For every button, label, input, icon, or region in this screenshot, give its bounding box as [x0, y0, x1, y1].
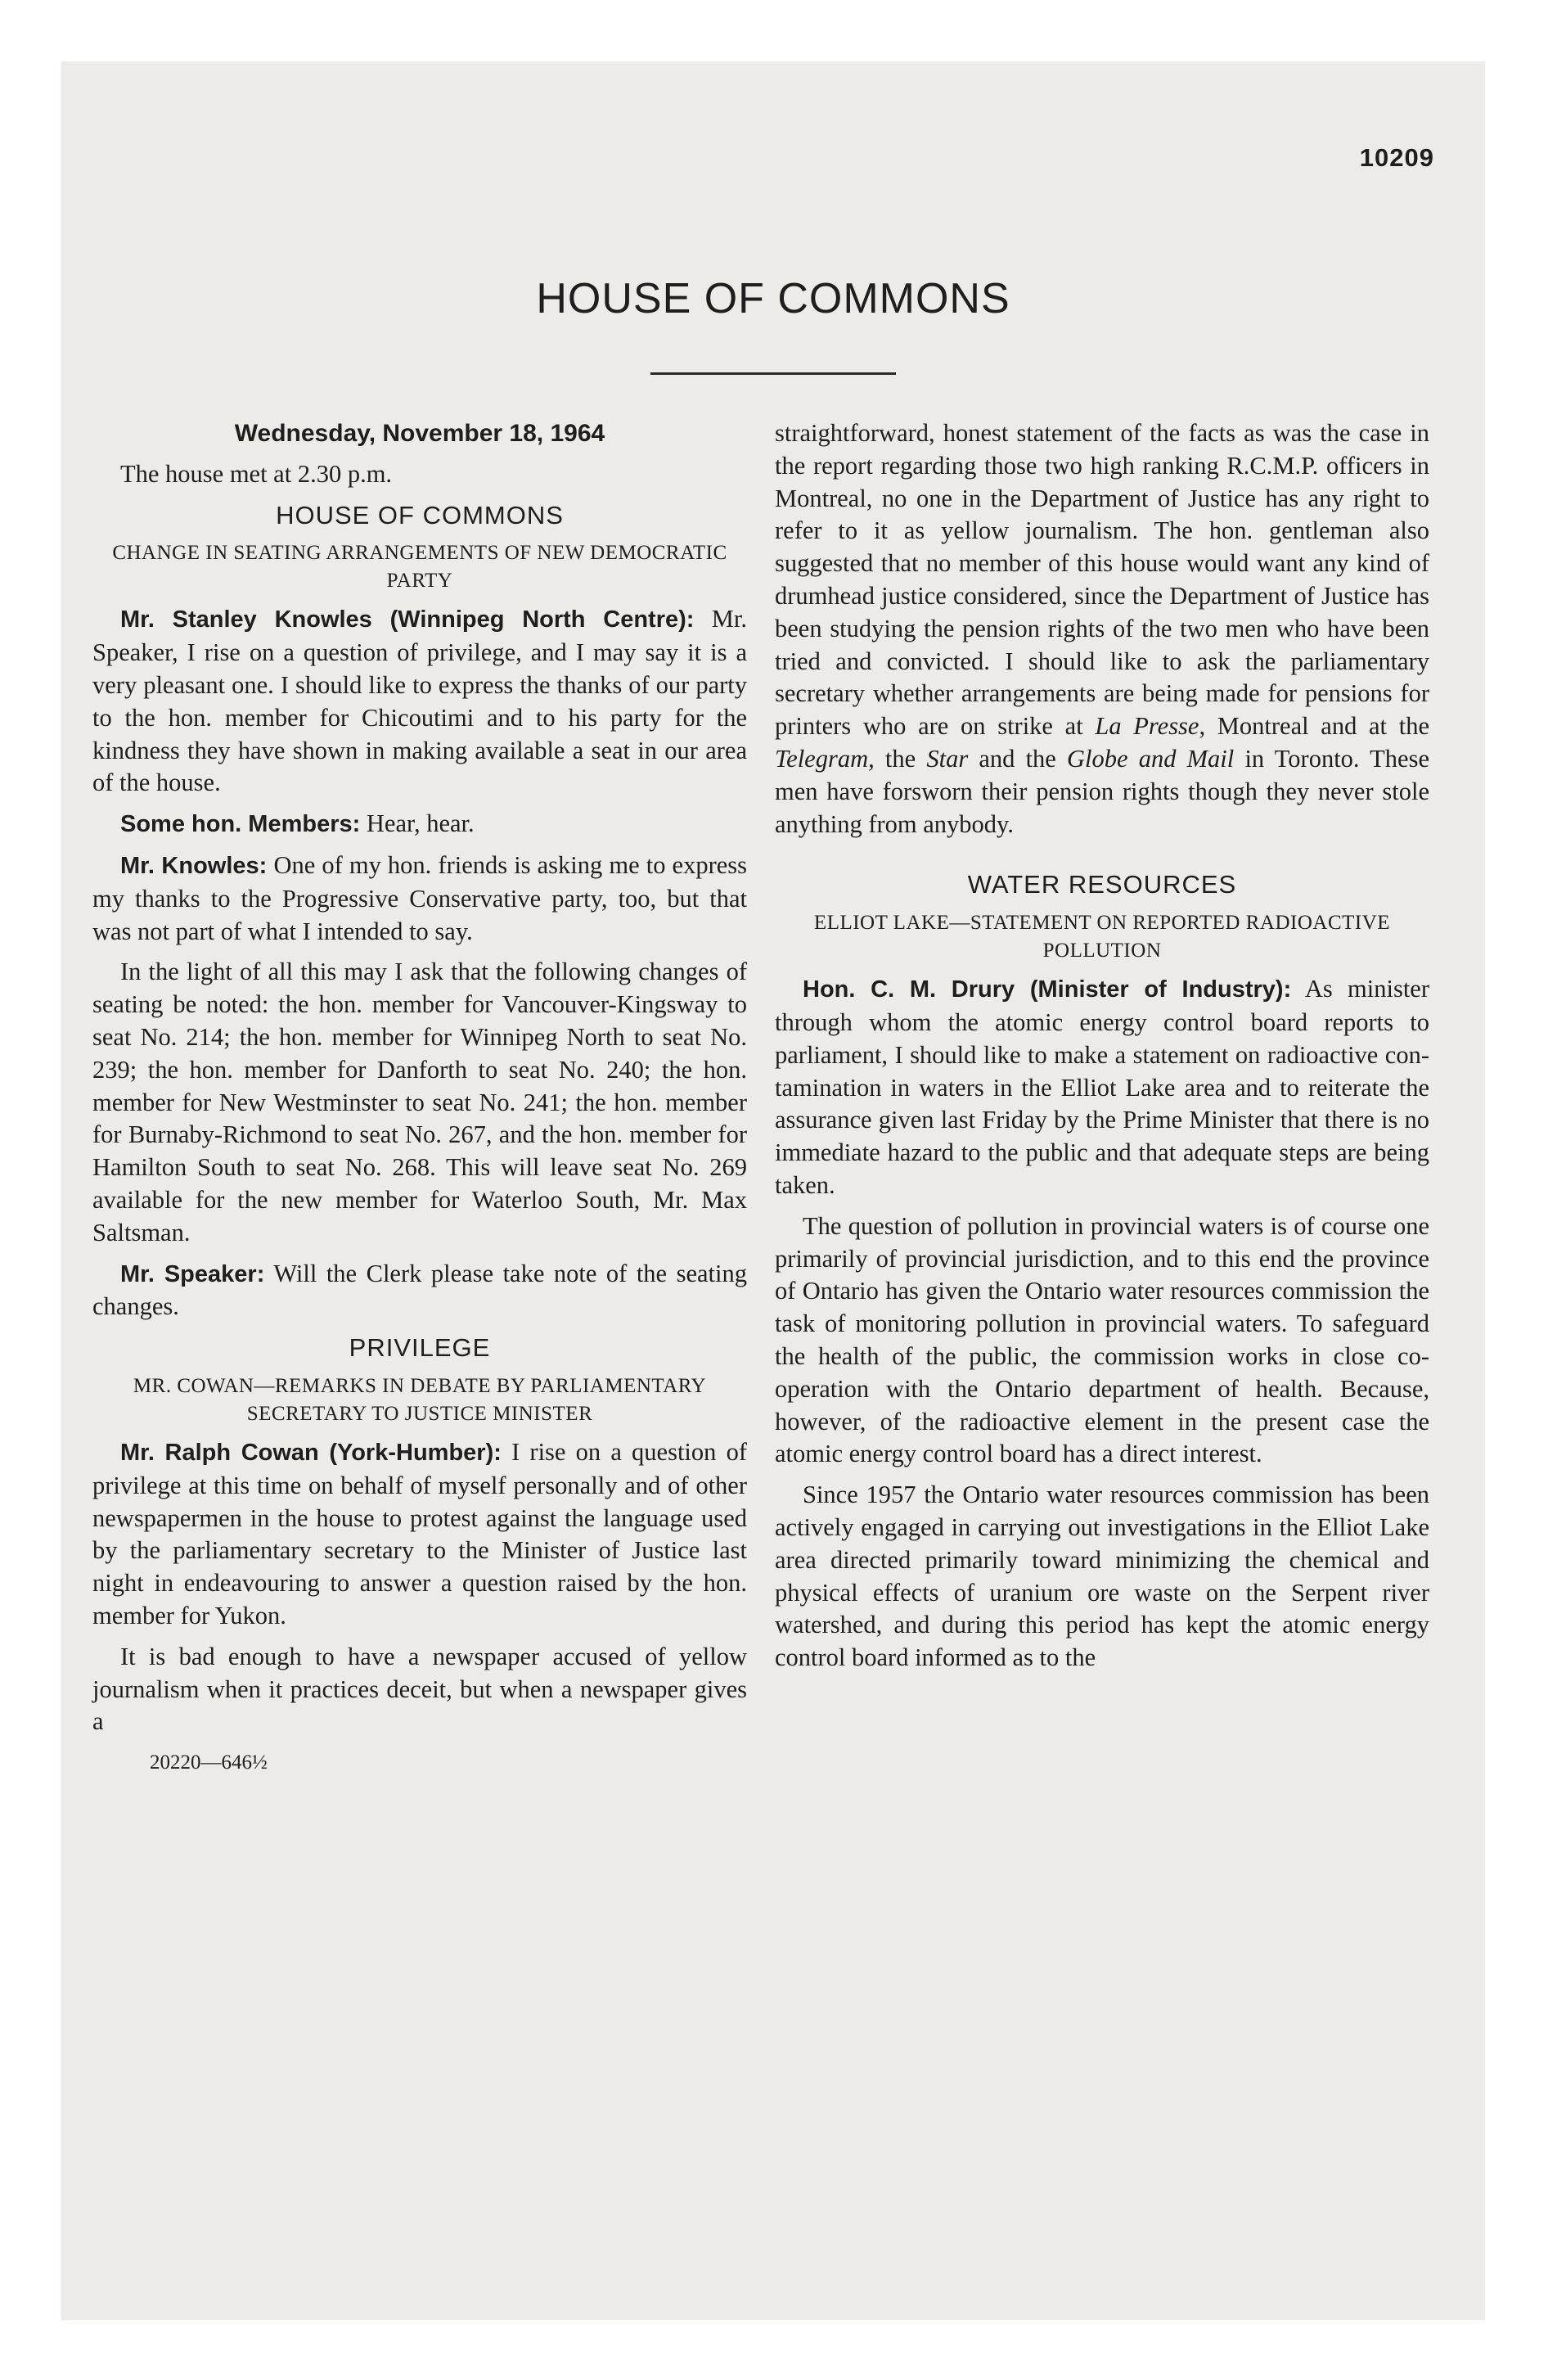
speech-cowan-2: It is bad enough to have a newspaper accused of yellow journalism when it practices deceit, but when a newspaper gives a: [92, 1642, 747, 1736]
water-subheading: ELLIOT LAKE—STATEMENT ON REPORTED RADIOACTIVE POLLUTION: [813, 912, 1391, 962]
newspaper-name: La Presse,: [1095, 712, 1206, 741]
speech-members: [92, 808, 747, 841]
speech-text: straightforward, honest statement of the facts as was the case in the report regarding those two high ranking R.C.M.P. officers in Montreal, no one in the Department of Justice has any right to refer to it as yellow journalism. The hon. gentleman also suggested that no member of this house would want any kind of drumhead justice considered, since the Department of Justice has been studying the pension rights of the two men who have been tried and convicted. I should like to ask the parliamentary secretary whether arrangements are being made for pensions for printers who are on strike at: [775, 419, 1429, 741]
masthead-title: HOUSE OF COMMONS: [536, 275, 1010, 322]
page-sheet: [61, 61, 1485, 2320]
speech-text: Montreal and at the: [1205, 712, 1429, 741]
speech-knowles: [92, 603, 747, 800]
speech-text: and the: [968, 744, 1068, 773]
page-number: 10209: [1359, 143, 1434, 172]
speech-text: in Toronto. These men have forsworn their pension rights though they never stole anything from anybody.: [775, 744, 1429, 838]
speech-text: I rise on a question of privilege at this time on behalf of myself personally and of other newspapermen in the house to protest against the language used by the parliamentary secretary to the Minister of Justice last night in endeavouring to answer a question raised by the hon. member for Yukon.: [92, 1437, 747, 1629]
speech-knowles-2: [92, 850, 747, 948]
speech-text: Mr. Speaker, I rise on a question of privilege, and I may say it is a very pleasant one. I should like to express the thanks of our party to the hon. member for Chicoutimi and to his party for the kindness they have shown in making available a seat in our area of the house.: [92, 605, 747, 797]
speaker-name: Hon. C. M. Drury (Minister of Industry):: [803, 976, 1292, 1003]
left-column: [92, 417, 747, 1787]
speech-drury: [775, 973, 1429, 1202]
speech-drury-2: The question of pollution in provincial waters is of course one primarily of provincial jurisdiction, and to this end the province of Ontario has given the Ontario water resources commission the task of monitoring pollution in provincial waters. To safeguard the health of the public, the commission works in close co-operation with the Ontario department of health. Because, however, of the radioactive element in the present case the atomic energy control board has a direct interest.: [775, 1211, 1429, 1468]
speech-speaker: [92, 1258, 747, 1324]
speech-text: the: [874, 744, 927, 773]
speaker-name: Mr. Speaker:: [120, 1260, 265, 1287]
speaker-name: Mr. Knowles:: [120, 852, 268, 879]
sitting-date: Wednesday, November 18, 1964: [234, 420, 605, 447]
masthead-rule: [650, 372, 896, 375]
newspaper-name: Star: [926, 744, 969, 773]
section-heading: HOUSE OF COMMONS: [276, 500, 564, 530]
speech-cowan-continued: [775, 417, 1429, 841]
speech-text: Will the Clerk please take note of the seating changes.: [92, 1259, 747, 1321]
speaker-name: Mr. Ralph Cowan (York-Humber):: [120, 1439, 502, 1466]
speech-drury-3: Since 1957 the Ontario water resources commission has been actively engaged in carrying out investigations in the Elliot Lake area directed primarily toward minimizing the chemical and physical effects of uranium ore waste on the Serpent river watershed, and during this period has kept the atomic energy control board informed as to the: [775, 1481, 1429, 1672]
speaker-name: Some hon. Members:: [120, 811, 361, 838]
speech-text: As minister through whom the atomic energy control board reports to parliament, I should like to make a statement on radioactive contamination in waters in the Elliot Lake area and to reiterate the assurance given last Friday by the Prime Minister that there is no immediate hazard to the public and that adequate steps are being taken.: [775, 975, 1429, 1199]
section-subheading: CHANGE IN SEATING ARRANGEMENTS OF NEW DEMOCRATIC PARTY: [112, 542, 727, 593]
speaker-name: Mr. Stanley Knowles (Winnipeg North Centre):: [120, 606, 695, 633]
speech-cowan: [92, 1436, 747, 1633]
right-column: [775, 417, 1429, 1683]
privilege-heading: PRIVILEGE: [349, 1333, 491, 1363]
sitting-opening: The house met at 2.30 p.m.: [120, 459, 393, 488]
newspaper-name: Globe and Mail: [1067, 744, 1235, 773]
privilege-subheading: MR. COWAN—REMARKS IN DEBATE BY PARLIAMENTARY SECRETARY TO JUSTICE MINISTER: [133, 1374, 707, 1425]
newspaper-name: Telegram,: [775, 744, 875, 773]
speech-text: Hear, hear.: [366, 809, 475, 838]
water-heading: WATER RESOURCES: [967, 870, 1237, 899]
speech-seating-changes: In the light of all this may I ask that the following changes of seating be noted: the hon. member for Vancouver-Kingsway to seat No. 214; the hon. member for Winnipeg North to seat No. 239; the hon. member for Danforth to seat No. 240; the hon. member for New Westminster to seat No. 241; the hon. member for Burnaby-Richmond to seat No. 267, and the hon. member for Hamilton South to seat No. 268. This will leave seat No. 269 available for the new member for Waterloo South, Mr. Max Saltsman.: [92, 958, 747, 1246]
signature-mark: 20220—646½: [150, 1751, 268, 1774]
speech-text: One of my hon. friends is asking me to express my thanks to the Progressive Conservative party, too, but that was not part of what I intended to say.: [92, 850, 748, 945]
